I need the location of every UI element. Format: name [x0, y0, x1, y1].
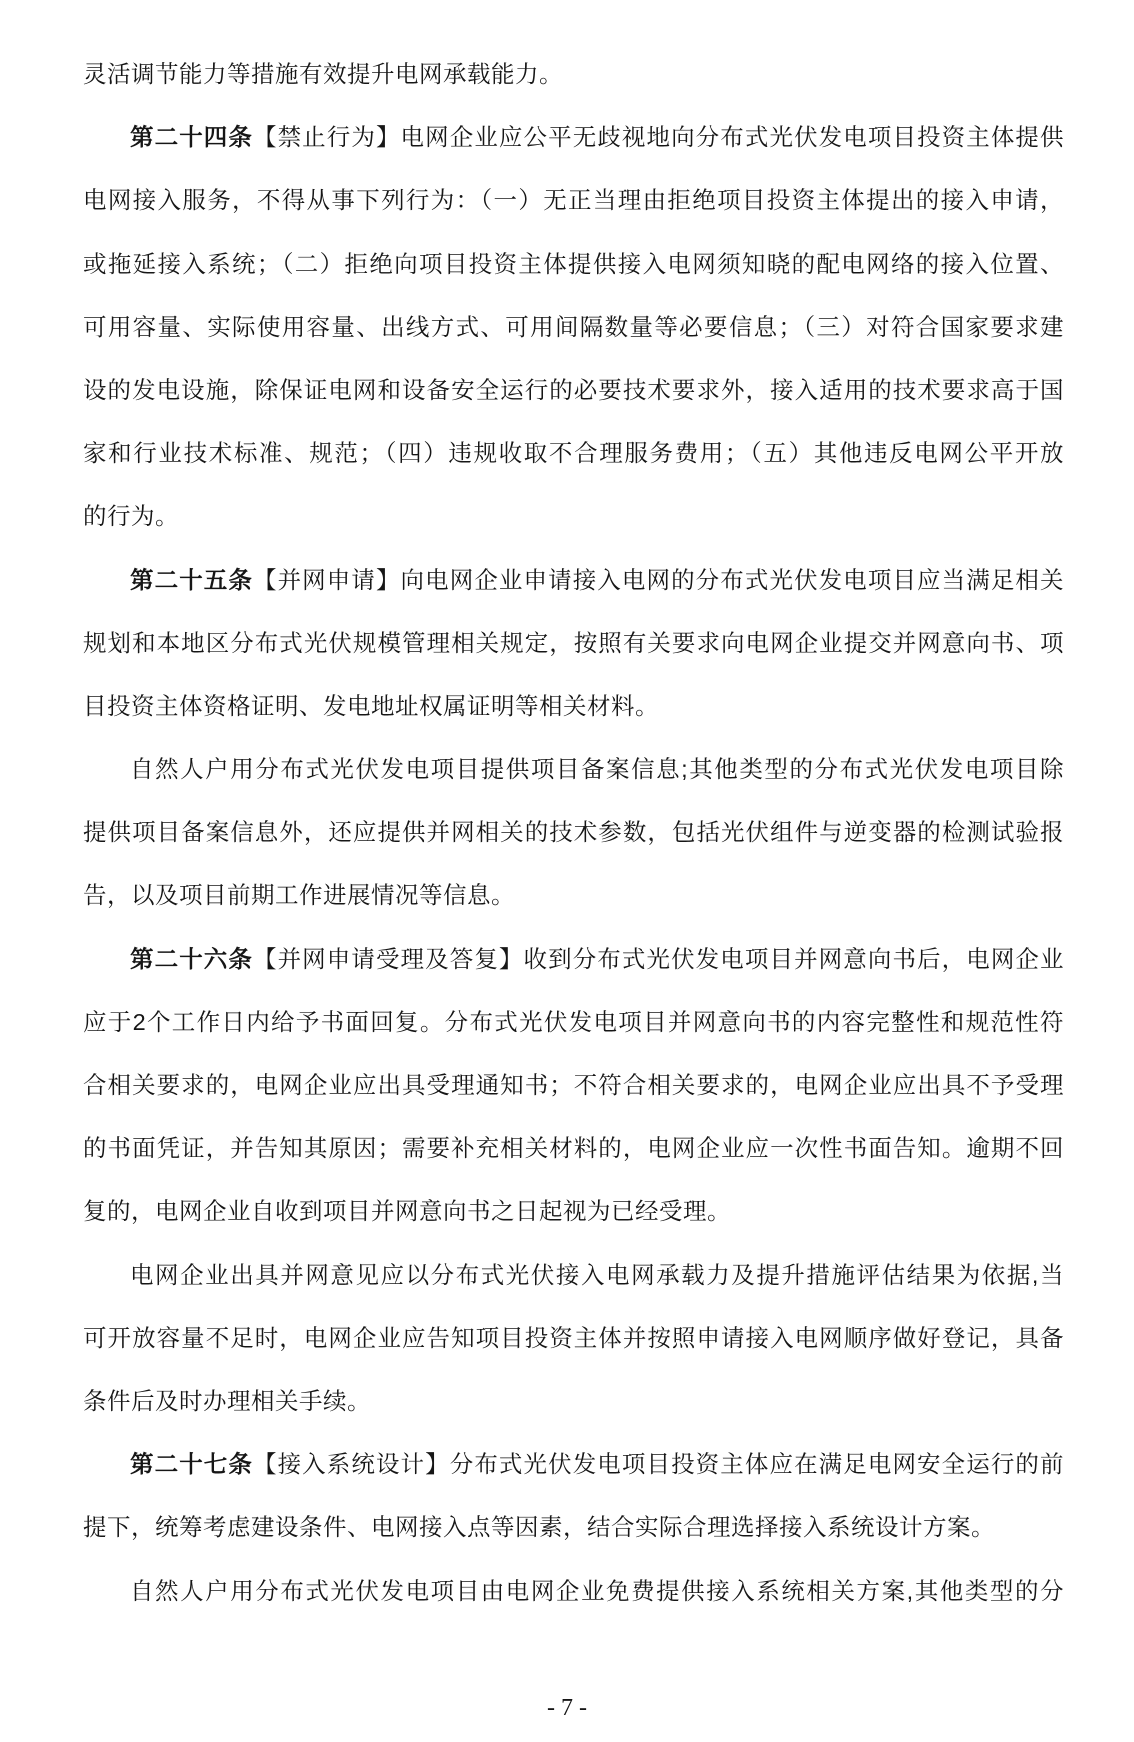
- text-line: [83, 801, 1064, 864]
- line-text: 【接入系统设计】分布式光伏发电项目投资主体应在满足电网安全运行的前: [252, 1451, 1064, 1478]
- text-line: [83, 233, 1064, 296]
- text-line: [83, 422, 1064, 485]
- text-line: [83, 864, 1064, 927]
- line-text: 应于2个工作日内给予书面回复。分布式光伏发电项目并网意向书的内容完整性和规范性符: [83, 1008, 1064, 1035]
- text-line: [83, 1054, 1064, 1117]
- text-line: [83, 1433, 1064, 1496]
- line-text: 复的，电网企业自收到项目并网意向书之日起视为已经受理。: [83, 1198, 731, 1225]
- text-line: [83, 169, 1064, 232]
- line-text: 【并网申请】向电网企业申请接入电网的分布式光伏发电项目应当满足相关: [252, 566, 1064, 593]
- line-text: 可开放容量不足时，电网企业应告知项目投资主体并按照申请接入电网顺序做好登记，具备: [83, 1324, 1064, 1351]
- line-text: 条件后及时办理相关手续。: [83, 1387, 371, 1414]
- text-line: [83, 549, 1064, 612]
- line-text: 的书面凭证，并告知其原因；需要补充相关材料的，电网企业应一次性书面告知。逾期不回: [83, 1135, 1064, 1162]
- text-line: [83, 1180, 1064, 1243]
- article-number: 第二十五条: [130, 566, 253, 593]
- text-line: [83, 485, 1064, 548]
- text-line: [83, 43, 1064, 106]
- article-number: 第二十七条: [130, 1451, 253, 1478]
- text-line: [83, 1244, 1064, 1307]
- line-text: 合相关要求的，电网企业应出具受理通知书；不符合相关要求的，电网企业应出具不予受理: [83, 1072, 1064, 1098]
- text-line: [83, 359, 1064, 422]
- line-text: 【并网申请受理及答复】收到分布式光伏发电项目并网意向书后，电网企业: [252, 945, 1064, 972]
- line-text: 电网企业出具并网意见应以分布式光伏接入电网承载力及提升措施评估结果为依据,当: [130, 1261, 1064, 1288]
- line-text: 自然人户用分布式光伏发电项目提供项目备案信息;其他类型的分布式光伏发电项目除: [130, 756, 1064, 783]
- text-line: [83, 1496, 1064, 1559]
- line-text: 【禁止行为】电网企业应公平无歧视地向分布式光伏发电项目投资主体提供: [252, 124, 1064, 151]
- text-line: [83, 738, 1064, 801]
- text-line: [83, 612, 1064, 675]
- line-text: 电网接入服务，不得从事下列行为：（一）无正当理由拒绝项目投资主体提出的接入申请，: [83, 187, 1064, 214]
- line-text: 自然人户用分布式光伏发电项目由电网企业免费提供接入系统相关方案,其他类型的分: [130, 1577, 1064, 1604]
- text-line: [83, 928, 1064, 991]
- text-line: [83, 991, 1064, 1054]
- text-line: [83, 675, 1064, 738]
- text-line: [83, 1307, 1064, 1370]
- line-text: 提供项目备案信息外，还应提供并网相关的技术参数，包括光伏组件与逆变器的检测试验报: [83, 819, 1064, 846]
- line-text: 或拖延接入系统；（二）拒绝向项目投资主体提供接入电网须知晓的配电网络的接入位置、: [83, 250, 1064, 277]
- text-line: [83, 296, 1064, 359]
- document-body: [83, 43, 1064, 1623]
- line-text: 规划和本地区分布式光伏规模管理相关规定，按照有关要求向电网企业提交并网意向书、项: [83, 629, 1064, 656]
- text-line: [83, 1560, 1064, 1623]
- text-line: [83, 1370, 1064, 1433]
- article-number: 第二十四条: [130, 124, 253, 151]
- line-text: 灵活调节能力等措施有效提升电网承载能力。: [83, 61, 563, 87]
- line-text: 设的发电设施，除保证电网和设备安全运行的必要技术要求外，接入适用的技术要求高于国: [83, 376, 1064, 403]
- article-number: 第二十六条: [130, 945, 253, 972]
- line-text: 的行为。: [83, 503, 179, 530]
- text-line: [83, 1117, 1064, 1180]
- page-number: - 7 -: [547, 1695, 587, 1721]
- line-text: 可用容量、实际使用容量、出线方式、可用间隔数量等必要信息；（三）对符合国家要求建: [83, 313, 1064, 340]
- line-text: 目投资主体资格证明、发电地址权属证明等相关材料。: [83, 692, 659, 719]
- line-text: 告，以及项目前期工作进展情况等信息。: [83, 882, 515, 909]
- line-text: 提下，统筹考虑建设条件、电网接入点等因素，结合实际合理选择接入系统设计方案。: [83, 1514, 995, 1541]
- text-line: [83, 106, 1064, 169]
- line-text: 家和行业技术标准、规范；（四）违规收取不合理服务费用；（五）其他违反电网公平开放: [83, 440, 1064, 467]
